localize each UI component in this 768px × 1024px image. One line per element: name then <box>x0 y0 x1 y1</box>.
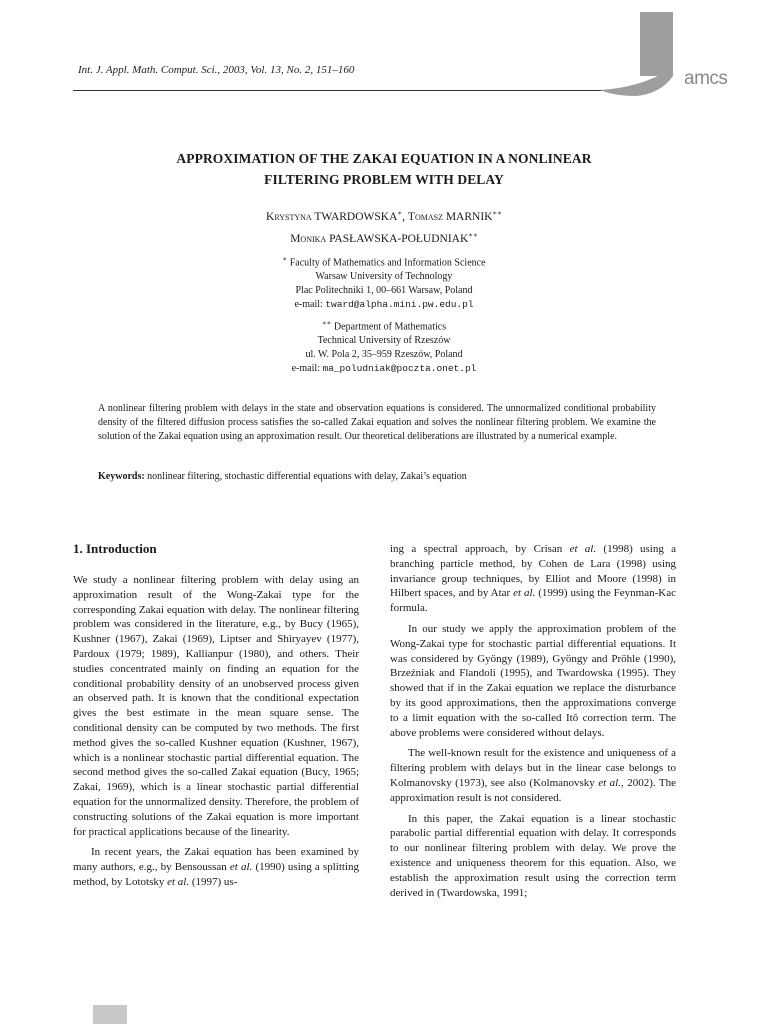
keywords <box>98 470 658 484</box>
affiliation-2 <box>120 316 648 376</box>
amcs-logo-swoosh-icon <box>600 48 674 98</box>
paper-title <box>90 148 678 190</box>
intro-paragraph-5: In this paper, the Zakai equation is a linear stochastic parabolic partial differential equation with delay. It corresponds to our nonlinear filtering problem with delay. We prove the existence and uniqueness theorem for this equation. Also, we establish the approximation result using the correction term derived in (Twardowska, 1991; <box>390 812 676 899</box>
affiliation-1-line1: Faculty of Mathematics and Information Science <box>289 257 486 269</box>
affiliation-1 <box>120 252 648 312</box>
abstract: A nonlinear filtering problem with delays in the state and observation equations is considered. The unnormalized conditional probability density of the filtered diffusion process satisfies the so-called Zakai equation and solves the nonlinear filtering problem. We examine the solution of the Zakai equation using an approximation result. Our theoretical deliberations are illustrated by a numerical example. <box>98 403 656 442</box>
keywords-text: nonlinear filtering, stochastic differential equations with delay, Zakai’s equation <box>144 471 467 482</box>
keywords-label: Keywords: <box>98 471 145 482</box>
affiliation-2-email[interactable]: ma_poludniak@poczta.onet.pl <box>322 363 477 375</box>
author-list <box>90 204 678 248</box>
column-left <box>73 573 359 896</box>
intro-paragraph-2: In recent years, the Zakai equation has been examined by many authors, e.g., by Bensoussan et al. (1990) using a splitting method, by Lototsky et al. (1997) us- <box>73 846 359 888</box>
affiliation-2-mark: ∗∗ <box>321 319 332 327</box>
journal-citation: Int. J. Appl. Math. Comput. Sci., 2003, Vol. 13, No. 2, 151–160 <box>78 64 355 76</box>
affiliation-1-email[interactable]: tward@alpha.mini.pw.edu.pl <box>325 299 474 311</box>
intro-paragraph-4: The well-known result for the existence and uniqueness of a filtering problem with delays but in the linear case belongs to Kolmanovsky (1973), see also (Kolmanovsky et al., 2002). The approximation result is not considered. <box>390 747 676 804</box>
affiliation-2-line3: ul. W. Pola 2, 35–959 Rzeszów, Poland <box>305 349 463 361</box>
column-right <box>390 542 676 906</box>
section-heading: 1. Introduction <box>73 541 157 556</box>
intro-paragraph-1: We study a nonlinear filtering problem with delay using an approximation result of the Wong-Zakai type for the corresponding Zakai equation with delay. The nonlinear filtering problem was considered in the literature, e.g., by Bucy (1965), Kushner (1967), Zakai (1969), Liptser and Shiryayev (1977), Pardoux (1979; 1989), Kallianpur (1980), and others. Their studies concentrated mainly on finding an equation for the conditional probability density of an unobserved process given an observed path. It is known that the conditional expectation gives the best estimate in the mean square sense. The conditional density can be computed by two methods. The first method gives the so-called Kushner equation (Kushner, 1967), which is a nonlinear stochastic partial differential equation. The second method gives the so-called Zakai equation (Bucy, 1965; Zakai, 1969), which is a linear stochastic partial differential equation for the unnormalized density. Therefore, the problem of constructing solutions of the Zakai equation is more important for practical applications because of the linearity. <box>73 574 359 838</box>
affiliation-2-line2: Technical University of Rzeszów <box>317 335 451 347</box>
author-line-2 <box>90 226 678 248</box>
author-2-first: Tomasz <box>407 210 443 223</box>
affiliation-1-mark: ∗ <box>282 255 288 263</box>
author-1-last: TWARDOWSKA <box>314 210 398 223</box>
author-2-last: MARNIK <box>445 210 493 223</box>
author-3-first: Monika <box>290 232 327 245</box>
intro-paragraph-2-cont: ing a spectral approach, by Crisan et al. (1998) using a branching particle method, by Cohen de Lara (1998) using invariance group techniques, by Elliot and Moore (1998) in Hilbert spaces, and by Atar et al. (1999) using the Feynman-Kac formula. <box>390 543 677 615</box>
affiliation-1-line3: Plac Politechniki 1, 00–661 Warsaw, Poland <box>295 285 473 297</box>
author-3-last: PASŁAWSKA-POŁUDNIAK <box>329 232 469 245</box>
author-3-mark: ∗∗ <box>468 230 478 239</box>
author-2-mark: ∗∗ <box>492 209 502 217</box>
intro-paragraph-3: In our study we apply the approximation problem of the Wong-Zakai type for stochastic partial differential equations. It was considered by Gyöngy (1989), Gyöngy and Pröhle (1990), Brzeźniak and Flandoli (1995), and Twardowska (1995). They showed that if in the Zakai equation we replace the disturbance by its good approximations, then the approximations converge to a limit equation with the so-called Itô correction term. The above problems were considered without delays. <box>390 622 676 739</box>
amcs-logo-text: amcs <box>684 68 728 89</box>
title-line-1: APPROXIMATION OF THE ZAKAI EQUATION IN A NONLINEAR <box>176 151 592 166</box>
affiliation-1-line2: Warsaw University of Technology <box>315 271 453 283</box>
author-separator: , <box>402 210 408 223</box>
title-line-2: FILTERING PROBLEM WITH DELAY <box>264 172 504 187</box>
affiliation-2-email-label: e-mail: <box>291 363 323 375</box>
affiliation-2-line1: Department of Mathematics <box>333 321 447 333</box>
author-line-1 <box>90 204 678 226</box>
affiliation-1-email-label: e-mail: <box>294 299 326 311</box>
header-rule <box>73 90 648 91</box>
footer-gray-block <box>93 1005 127 1024</box>
author-1-mark: ∗ <box>397 209 403 217</box>
author-1-first: Krystyna <box>266 210 312 223</box>
